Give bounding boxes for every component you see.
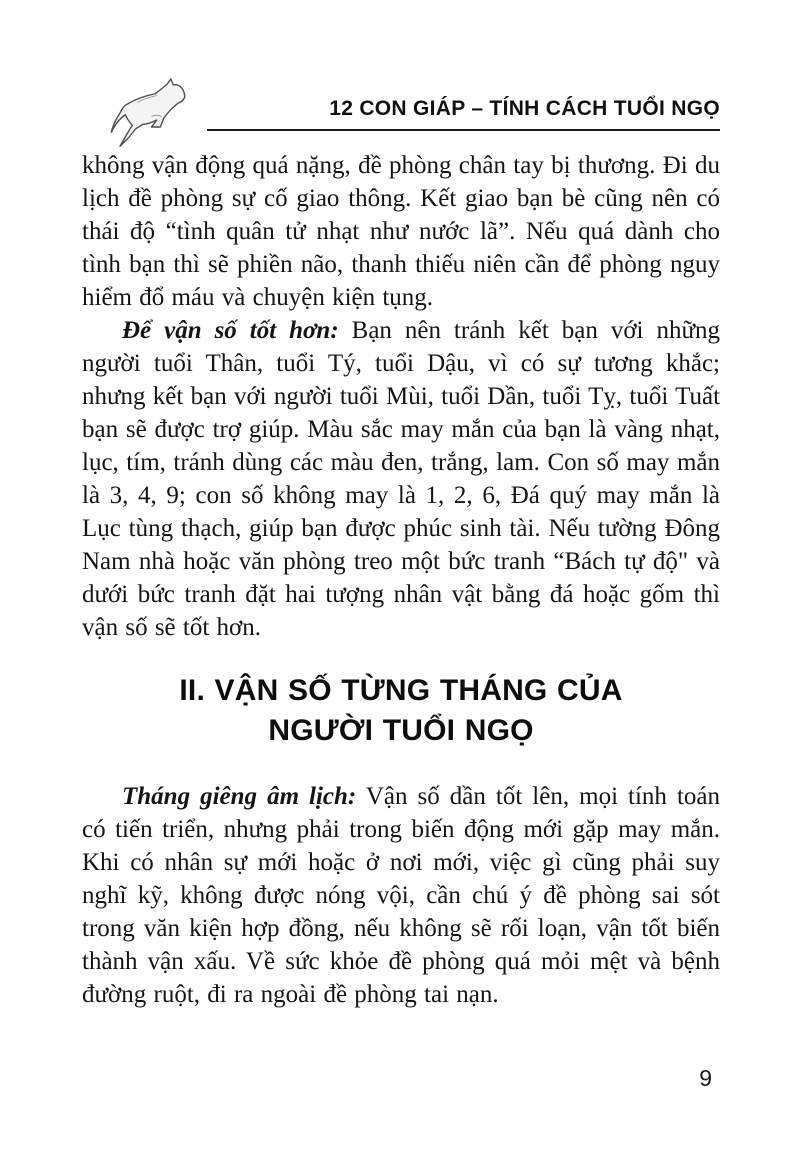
paragraph-text: không vận động quá nặng, đề phòng chân tay bị thương. Đi du lịch đề phòng sự cố giao thông. Kết giao bạn bè cũng nên có thái độ “tình quân tử nhạt như nước lã”. Nếu quá dành cho tình bạn thì sẽ phiền não, thanh thiếu niên cần để phòng nguy hiểm đổ máu và chuyện kiện tụng.	[82, 152, 720, 311]
paragraph-lead: Để vận số tốt hơn:	[122, 317, 339, 344]
section-heading	[82, 671, 720, 751]
paragraph-text: Bạn nên tránh kết bạn với những người tuổi Thân, tuổi Tý, tuổi Dậu, vì có sự tương khắc; nhưng kết bạn với người tuổi Mùi, tuổi Dần, tuổi Tỵ, tuổi Tuất bạn sẽ được trợ giúp. Màu sắc may mắn của bạn là vàng nhạt, lục, tím, tránh dùng các màu đen, trắng, lam. Con số may mắn là 3, 4, 9; con số không may là 1, 2, 6, Đá quý may mắn là Lục tùng thạch, giúp bạn được phúc sinh tài. Nếu tường Đông Nam nhà hoặc văn phòng treo một bức tranh “Bách tự độ" và dưới bức tranh đặt hai tượng nhân vật bằng đá hoặc gốm thì vận số sẽ tốt hơn.	[82, 317, 721, 641]
paragraph	[82, 780, 720, 1011]
header-rule	[207, 129, 720, 131]
section-heading-line1: II. VẬN SỐ TỪNG THÁNG CỦA	[179, 674, 623, 707]
paragraph	[82, 314, 720, 644]
paragraph-lead: Tháng giêng âm lịch:	[122, 783, 357, 810]
paragraph	[82, 149, 720, 314]
text-column	[82, 149, 720, 1011]
paragraph-text: Vận số dần tốt lên, mọi tính toán có tiến triển, nhưng phải trong biến động mới gặp may mắn. Khi có nhân sự mới hoặc ở nơi mới, việc gì cũng phải suy nghĩ kỹ, không được nóng vội, cần chú ý đề phòng sai sót trong văn kiện hợp đồng, nếu không sẽ rối loạn, vận tốt biến thành vận xấu. Về sức khỏe đề phòng quá mỏi mệt và bệnh đường ruột, đi ra ngoài đề phòng tai nạn.	[82, 783, 720, 1008]
horse-icon	[106, 72, 190, 154]
section-heading-line2: NGƯỜI TUỔI NGỌ	[268, 714, 534, 747]
page-number: 9	[699, 1065, 712, 1091]
running-header-title: 12 CON GIÁP – TÍNH CÁCH TUỔI NGỌ	[329, 97, 720, 120]
